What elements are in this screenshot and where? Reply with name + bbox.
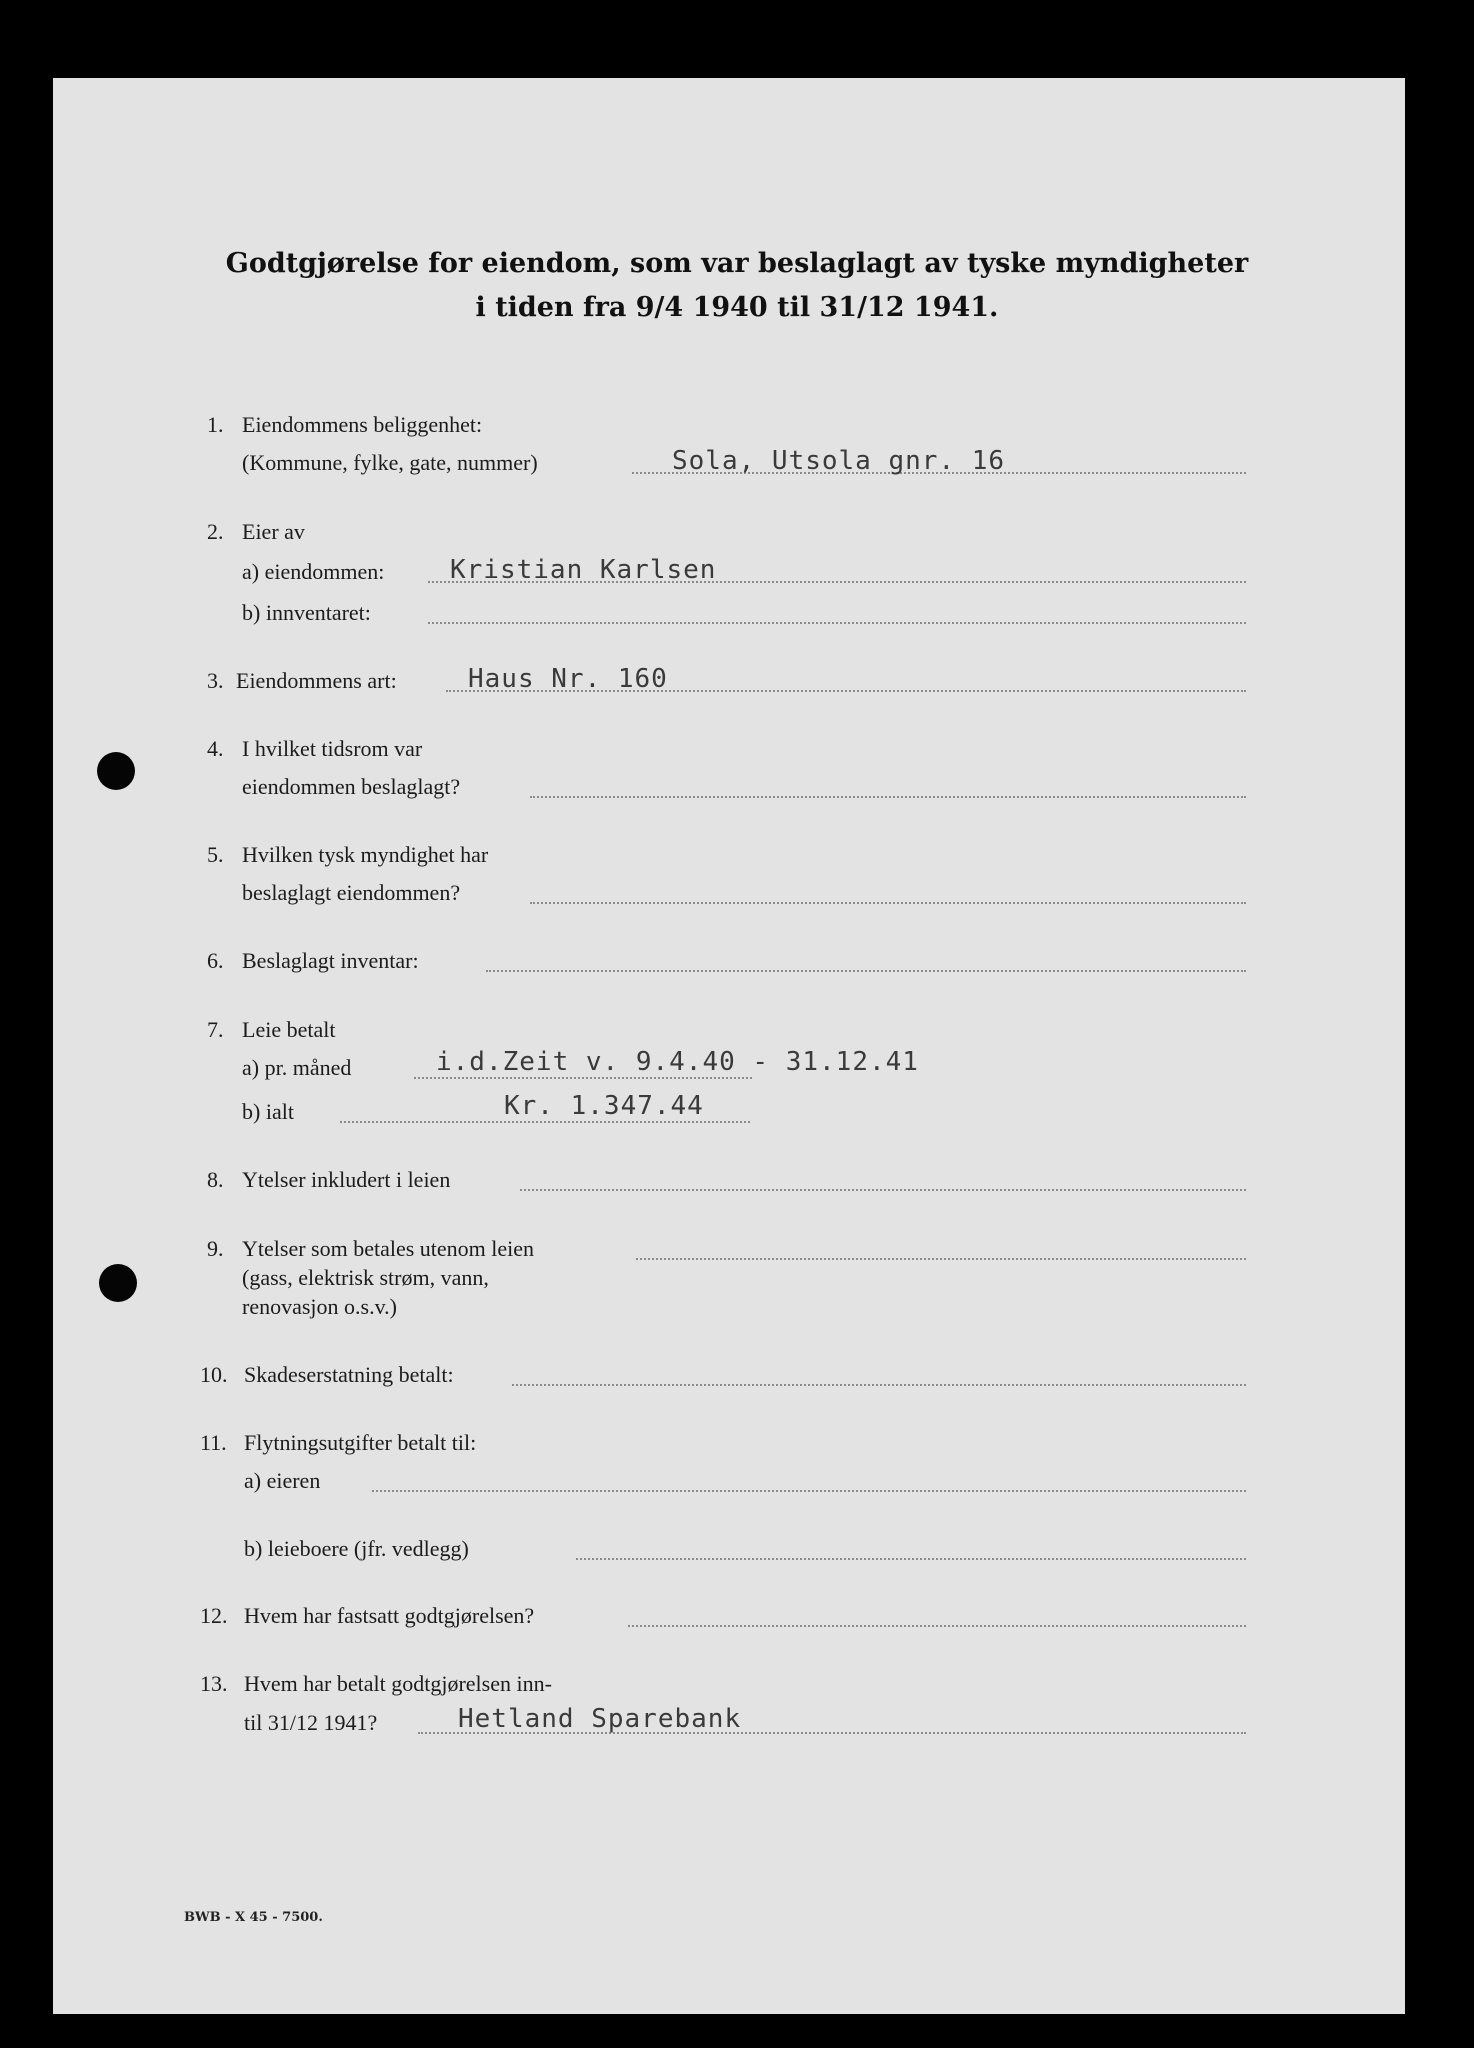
item-10-number: 10. (200, 1362, 228, 1387)
item-2a-value: Kristian Karlsen (450, 555, 717, 585)
print-code: BWB - X 45 - 7500. (184, 1910, 323, 1925)
item-2-label: Eier av (242, 519, 305, 544)
item-6-line (486, 970, 1246, 972)
item-1-sublabel: (Kommune, fylke, gate, nummer) (242, 450, 538, 475)
item-9-number: 9. (207, 1236, 224, 1261)
item-6-number: 6. (207, 948, 224, 973)
item-7-label: Leie betalt (242, 1017, 336, 1042)
item-13-value: Hetland Sparebank (458, 1704, 742, 1734)
item-8-number: 8. (207, 1167, 224, 1192)
item-12-number: 12. (200, 1603, 228, 1628)
item-2-number: 2. (207, 519, 224, 544)
item-3-number: 3. (207, 668, 224, 693)
item-7a-label: a) pr. måned (242, 1055, 352, 1080)
item-1-label: Eiendommens beliggenhet: (242, 412, 483, 437)
item-3-value: Haus Nr. 160 (468, 664, 668, 694)
item-10-line (512, 1384, 1246, 1386)
item-11-label: Flytningsutgifter betalt til: (244, 1430, 477, 1455)
item-9-line (636, 1258, 1246, 1260)
item-2b-line (428, 622, 1246, 624)
item-7b-value: Kr. 1.347.44 (504, 1091, 704, 1121)
item-1-number: 1. (207, 412, 224, 437)
item-13-sublabel: til 31/12 1941? (244, 1710, 378, 1735)
item-6-label: Beslaglagt inventar: (242, 948, 419, 973)
punch-hole-top (97, 752, 135, 790)
item-8-line (520, 1189, 1246, 1191)
item-5-sublabel: beslaglagt eiendommen? (242, 880, 461, 905)
item-8-label: Ytelser inkludert i leien (242, 1167, 451, 1192)
item-7a-line (414, 1077, 752, 1079)
item-9-sublabel-2: renovasjon o.s.v.) (242, 1294, 397, 1319)
item-11b-label: b) leieboere (jfr. vedlegg) (244, 1536, 469, 1561)
item-9-sublabel-1: (gass, elektrisk strøm, vann, (242, 1265, 489, 1290)
form-title-line2: i tiden fra 9/4 1940 til 31/12 1941. (475, 292, 999, 323)
item-9-label: Ytelser som betales utenom leien (242, 1236, 535, 1261)
item-10-label: Skadeserstatning betalt: (244, 1362, 454, 1387)
form-title-line1: Godtgjørelse for eiendom, som var beslaglagt av tyske myndigheter (225, 248, 1249, 279)
item-5-number: 5. (207, 842, 224, 867)
item-7b-line (340, 1121, 750, 1123)
item-11a-label: a) eieren (244, 1468, 321, 1493)
item-2b-label: b) innventaret: (242, 600, 371, 625)
item-4-sublabel: eiendommen beslaglagt? (242, 774, 461, 799)
item-4-number: 4. (207, 736, 224, 761)
item-4-line (530, 796, 1246, 798)
item-5-label: Hvilken tysk myndighet har (242, 842, 489, 867)
item-13-label: Hvem har betalt godtgjørelsen inn- (244, 1671, 552, 1696)
item-7a-value: i.d.Zeit v. 9.4.40 - 31.12.41 (436, 1047, 919, 1077)
item-13-number: 13. (200, 1671, 228, 1696)
punch-hole-bottom (99, 1264, 137, 1302)
item-12-line (628, 1625, 1246, 1627)
item-7-number: 7. (207, 1017, 224, 1042)
item-5-line (530, 902, 1246, 904)
item-11a-line (372, 1490, 1246, 1492)
item-4-label: I hvilket tidsrom var (242, 736, 423, 761)
item-3-label: Eiendommens art: (236, 668, 397, 693)
item-11-number: 11. (200, 1430, 227, 1455)
item-7b-label: b) ialt (242, 1099, 294, 1124)
item-11b-line (576, 1558, 1246, 1560)
item-1-value: Sola, Utsola gnr. 16 (672, 446, 1006, 476)
item-12-label: Hvem har fastsatt godtgjørelsen? (244, 1603, 535, 1628)
item-2a-label: a) eiendommen: (242, 559, 385, 584)
